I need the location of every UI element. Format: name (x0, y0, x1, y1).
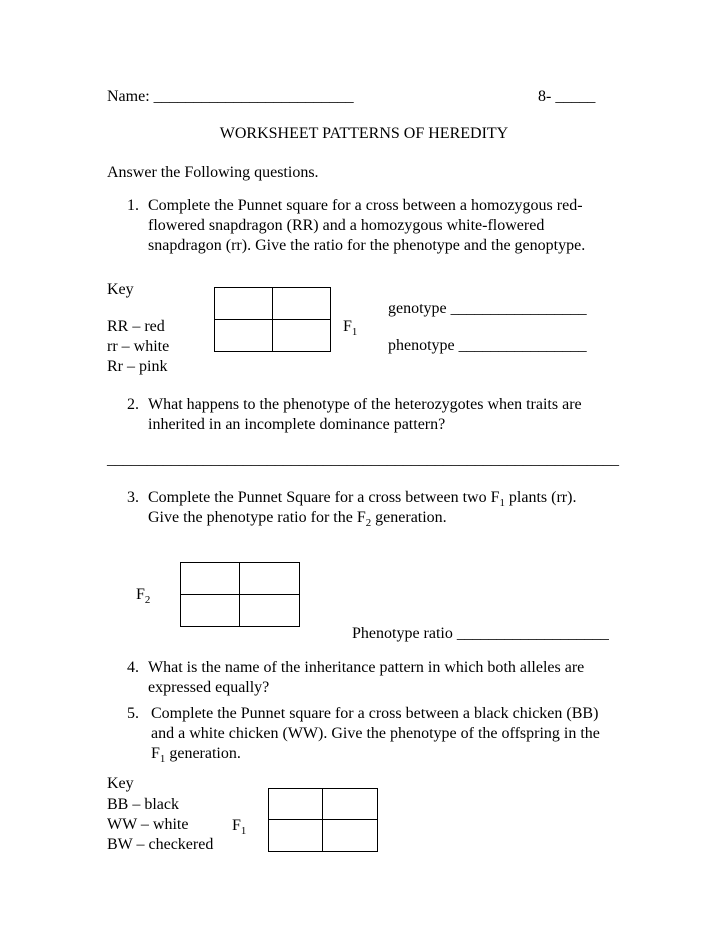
phenotype-label: phenotype (388, 337, 455, 354)
name-label: Name: (107, 88, 150, 105)
key-item: RR – red (107, 318, 165, 335)
punnett-cell (240, 563, 299, 595)
key-item: rr – white (107, 338, 170, 355)
key1-items (107, 317, 169, 377)
question-line: flowered snapdragon (RR) and a homozygous white-flowered (148, 217, 545, 234)
punnett-cell (273, 320, 331, 352)
punnett-cell (269, 820, 323, 851)
text-segment: generation. (165, 745, 241, 762)
phenotype-ratio-row (352, 624, 609, 643)
intro-text: Answer the Following questions. (107, 164, 319, 181)
f-label-base: F (343, 318, 352, 335)
f1-subscript: 1 (240, 825, 247, 838)
question-line: What happens to the phenotype of the heterozygotes when traits are (148, 396, 582, 413)
genotype-label: genotype (388, 300, 447, 317)
text-segment: F (151, 745, 160, 762)
f-label-base: F (232, 817, 241, 834)
name-field-row (107, 87, 354, 106)
question-line: and a white chicken (WW). Give the phenotype of the offspring in the (151, 725, 600, 742)
class-blank-line: _____ (555, 88, 596, 105)
class-field-row (538, 87, 595, 106)
question-5-text (151, 704, 600, 764)
key-item: Rr – pink (107, 358, 168, 375)
f1-subscript: 1 (499, 497, 505, 510)
punnett-cell (181, 595, 240, 627)
punnett-cell (240, 595, 299, 627)
f-label-base: F (136, 586, 145, 603)
f2-subscript: 2 (365, 517, 372, 530)
text-segment: plants (rr). (504, 489, 577, 506)
question-line: Complete the Punnet square for a cross between a black chicken (BB) (151, 705, 599, 722)
genotype-blank-line: _________________ (450, 300, 587, 317)
page-title: WORKSHEET PATTERNS OF HEREDITY (219, 125, 509, 142)
punnett-cell (215, 320, 273, 352)
f1-subscript: 1 (159, 753, 166, 766)
f1-subscript: 1 (351, 326, 358, 339)
question-4-number: 4. (127, 659, 139, 676)
class-label: 8- (538, 88, 552, 105)
punnett-square-3 (268, 788, 378, 852)
question-2-number: 2. (127, 396, 139, 413)
question-2-text (148, 395, 582, 435)
question-1-number: 1. (127, 197, 139, 214)
key1-title: Key (107, 281, 134, 298)
f2-subscript: 2 (144, 594, 151, 607)
question-line: Complete the Punnet square for a cross between a homozygous red- (148, 197, 583, 214)
punnett-square-1 (214, 287, 331, 352)
text-segment: generation. (371, 509, 447, 526)
key-item: WW – white (107, 816, 189, 833)
question-line: expressed equally? (148, 679, 270, 696)
question-line: What is the name of the inheritance pattern in which both alleles are (148, 659, 585, 676)
key-item: BW – checkered (107, 836, 214, 853)
phenotype-answer-row (388, 336, 587, 355)
question-3-number: 3. (127, 489, 139, 506)
genotype-answer-row (388, 299, 587, 318)
f2-generation-label (136, 585, 151, 607)
phenotype-ratio-blank-line: ___________________ (456, 625, 609, 642)
punnett-cell (269, 789, 323, 820)
key-item: BB – black (107, 796, 179, 813)
punnett-cell (181, 563, 240, 595)
question-1-text (148, 196, 585, 256)
text-segment: Give the phenotype ratio for the F (148, 509, 366, 526)
f1-generation-label (232, 816, 247, 838)
answer-blank-line: ________________________________________________________________ (107, 451, 619, 468)
phenotype-blank-line: ________________ (458, 337, 587, 354)
question-line: snapdragon (rr). Give the ratio for the phenotype and the genoptype. (148, 237, 586, 254)
question-line (151, 744, 600, 764)
punnett-square-2 (180, 562, 300, 627)
text-segment: Complete the Punnet Square for a cross between two F (148, 489, 500, 506)
question-line (148, 508, 576, 528)
phenotype-ratio-label: Phenotype ratio (352, 625, 453, 642)
key2-items (107, 795, 213, 855)
f1-generation-label (343, 317, 358, 339)
punnett-cell (215, 288, 273, 320)
question-3-text (148, 488, 576, 528)
punnett-cell (323, 789, 377, 820)
question-line: inherited in an incomplete dominance pattern? (148, 416, 446, 433)
question-5-number: 5. (127, 705, 139, 722)
name-blank-line: _________________________ (153, 88, 354, 105)
punnett-cell (323, 820, 377, 851)
key2-title: Key (107, 775, 134, 792)
question-line (148, 488, 576, 508)
question-4-text (148, 658, 584, 698)
punnett-cell (273, 288, 331, 320)
